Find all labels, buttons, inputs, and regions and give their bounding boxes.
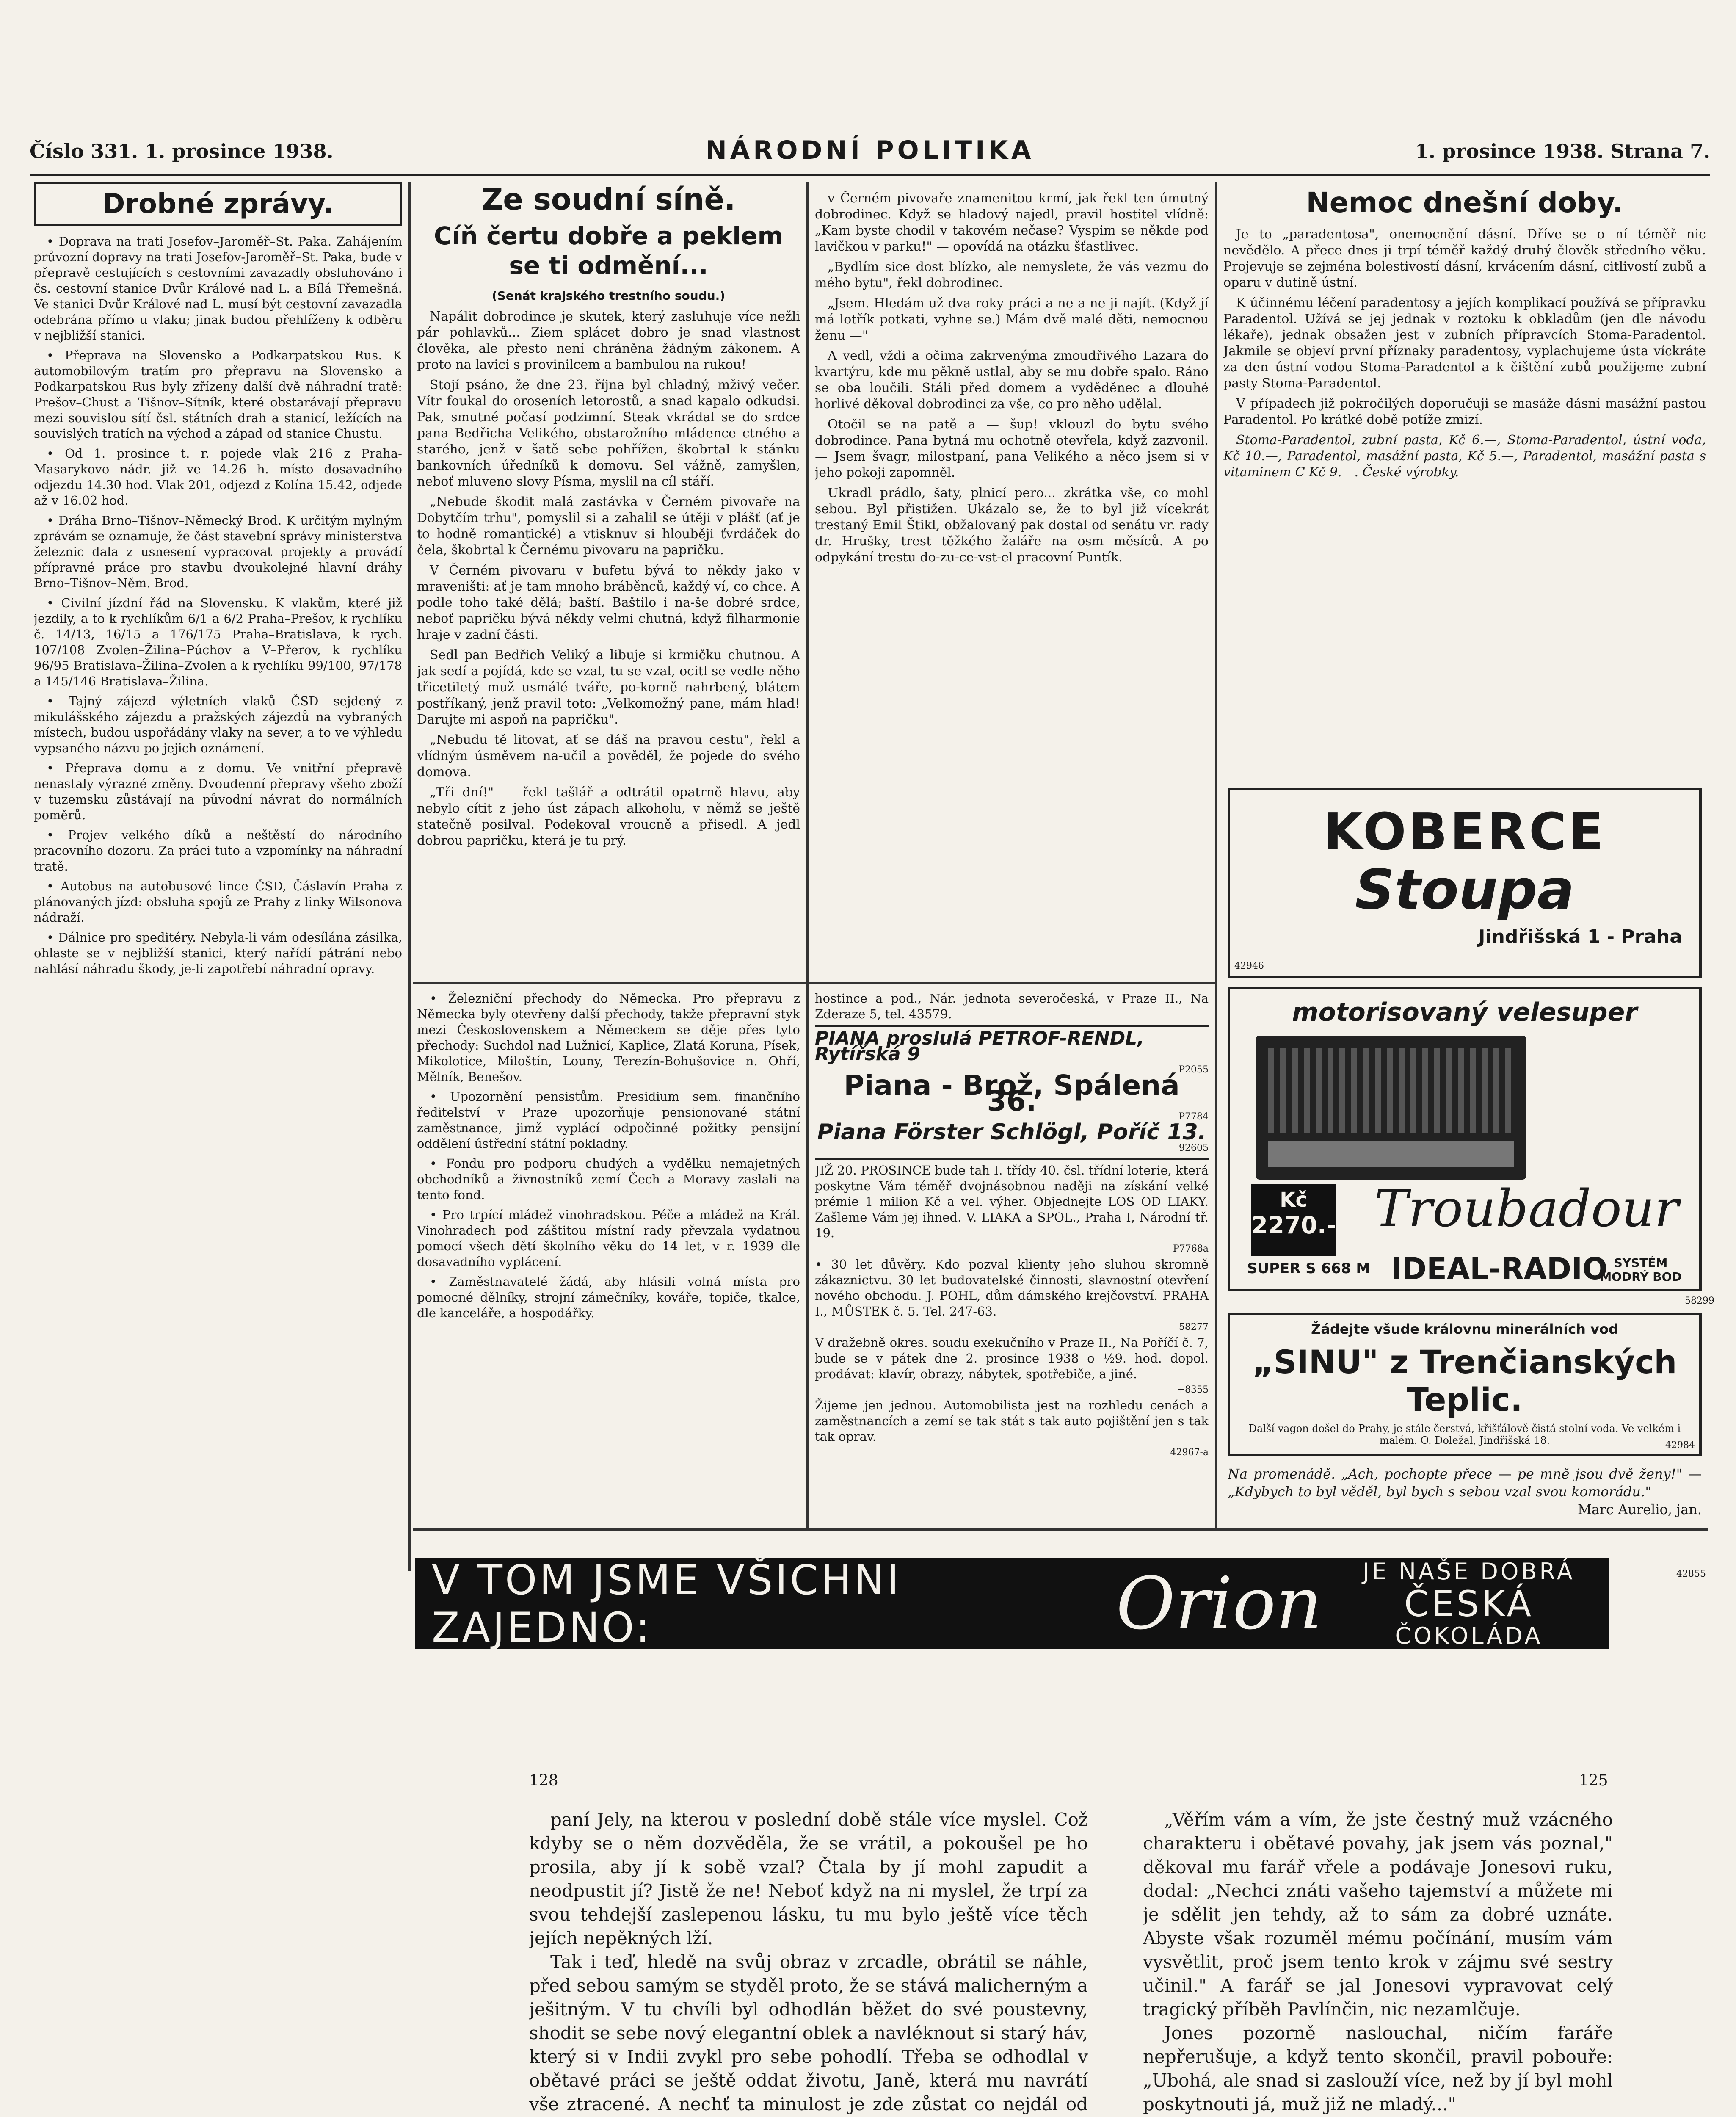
novel-page-left (529, 1808, 1088, 2117)
news-item: • Přeprava domu a z domu. Ve vnitřní přepravě nenastaly výrazné změny. Dvoudenní přepravy všeho zboží v tuzemsku zůstávají na původní návrat do normálních poměrů. (34, 761, 402, 822)
paragraph: „Nebudu tě litovat, ať se dáš na pravou cestu", řekl a vlídným úsměvem na-učil a pověděl, že pojede do svého domova. (417, 732, 800, 779)
column-nemoc (1223, 182, 1706, 773)
quote-author: Marc Aurelio, jan. (1577, 1501, 1702, 1517)
paragraph: v Černém pivovaře znamenitou krmí, jak řekl ten úmutný dobrodinec. Když se hladový najedl, pravil hostitel vlídně: „Kam byste chodil v takovém nečase? Vyspim se někde pod lavičkou v parku!" — opovídá na otázku šťastlivec. (815, 191, 1209, 254)
ad-piana-petrof: PIANA prosluIá PETROF-RENDL, Rytířská 9 (815, 1028, 1145, 1065)
ad-code: P7784 (1178, 1111, 1209, 1122)
ad-tagline: Žádejte všude královnu minerálních vod (1311, 1321, 1618, 1337)
column-rule (408, 182, 411, 1571)
paragraph: „Jsem. Hledám už dva roky práci a ne a ne ji najít. (Když jí má lotřík potkati, vyhne se.) Mám dvě malé děti, nemocnou ženu —" (815, 296, 1209, 343)
news-item: • Doprava na trati Josefov–Jaroměř–St. Paka. Zahájením průvozní dopravy na trati Josefov-Jaroměř–St. Paka, bude v přepravě cestujících s cestovními zavazadly obsluhováno i čs. cestovní stanice Dvůr Králové nad L. a Bílá Třemešná. Ve stanici Dvůr Králové nad L. musí být cestovní zavazadla odebrána přímo u vlaku; jinak budou přehlíženy k odběru v nejbližší stanici. (34, 234, 402, 343)
column-drobne-zpravy (34, 182, 402, 2117)
ad-piana-broz: Piana - Brož, Spálená 36. (844, 1069, 1180, 1117)
news-item: • Autobus na autobusové lince ČSD, Čáslavín–Praha z plánovaných jízd: obsluha spojů ze Prahy z linky Wilsonova nádraží. (34, 879, 402, 925)
ad-text: Další vagon došel do Prahy, je stále čerstvá, křišťálově čistá stolní voda. Ve velkém i malém. O. Doležal, Jindřišská 18. (1248, 1423, 1681, 1446)
news-item: • Upozornění pensistům. Presidium sem. finančního ředitelství v Praze upozorňuje pensionované státní zaměstnance, jimž vyplácí odpočinné požitky pensijní oddělení ústřední státní pokladny. (417, 1089, 800, 1151)
news-item: • Od 1. prosince t. r. pojede vlak 216 z Praha-Masarykovo nádr. již ve 14.26 h. místo dosavadního odjezdu 14.30 hod. Vlak 201, odjezd z Kolína 15.42, odjede až v 16.02 hod. (34, 446, 402, 508)
orion-logo: Orion (1116, 1561, 1322, 1646)
news-item: • Dálnice pro speditéry. Nebyla-li vám odesílána zásilka, ohlaste se v nejbližší stanici, který nařídí pátrání nebo nahlásí náhradu škody, je-li zapotřebí náhradní opravy. (34, 930, 402, 976)
paragraph: Tak i teď, hledě na svůj obraz v zrcadle, obrátil se náhle, před sebou samým se styděl proto, že se stává malicherným a ješitným. V tu chvíli byl odhodlán běžet do své poustevny, shodit se sebe nový elegantní oblek a navléknout si starý háv, který si v Indii zvykl pro sebe pohodlí. Třeba se odhodlal v obětavé práci se ještě oddat životu, Janě, která mu navrátí vše ztracené. A nechť ta minulost je zde zůstat co nejdál od (529, 1951, 1088, 2114)
column-soudni-sin-cont (815, 191, 1209, 974)
banner-line: JE NAŠE DOBRÁ (1363, 1558, 1575, 1585)
ad-text: Žijeme jen jednou. Automobilista jest na rozhledu cenách a zaměstnancích a zemí se tak stát s tak auto pojištění jen s tak tak oprav. (815, 1398, 1209, 1444)
article-text (417, 309, 800, 995)
ad-code: 42946 (1234, 961, 1264, 971)
article-text (1223, 227, 1706, 773)
ad-brand: Stoupa (1355, 857, 1575, 922)
paragraph: V případech již pokročilých doporučuji se masáže dásní masážní pastou Paradentol. Po krátké době potíže zmizí. (1223, 396, 1706, 427)
section-rule (413, 1528, 1708, 1531)
ad-code: 42855 (1676, 1569, 1706, 1579)
news-item: • Pro trpící mládež vinohradskou. Péče a mládež na Král. Vinohradech pod záštitou místní rady převzala vydatnou pomocí všech dětí školního věku do 14 let, v r. 1939 dle dosavadního vyplácení. (417, 1208, 800, 1269)
quote-text: Na promenádě. „Ach, pochopte přece — pe mně jsou dvě ženy!" — „Kdybych to byl věděl, byl bych s sebou vzal svou komorádu." (1228, 1466, 1702, 1500)
column-zpravy (417, 991, 800, 1524)
article-subtitle: (Senát krajského trestního soudu.) (491, 289, 726, 303)
price-box (1251, 1184, 1336, 1256)
paragraph: Ukradl prádlo, šaty, plnicí pero... zkrátka vše, co mohl sebou. Byl přistižen. Ukázalo se, že to byl již vícekrát trestaný Emil Štikl, obžalovaný pak dostal od senátu vr. rady dr. Hrušky, trest těžkého žaláře na osm měsíců. A po odpykání trestu do-zu-ce-vst-el pracovní Puntík. (815, 486, 1209, 565)
issue-number: Číslo 331. 1. prosince 1938. (30, 140, 334, 163)
price-value: 2270.- (1251, 1212, 1336, 1239)
news-item: • Fondu pro podporu chudých a vydělku nemajetných obchodníků a živnostníků zemí Čech a Moravy zaslali na tento fond. (417, 1156, 800, 1202)
paragraph: „Nebude škodit malá zastávka v Černém pivovaře na Dobytčím trhu", pomyslil si a zahalil se útěji v plášť (ať je to hodně romantické) a vtisknuv si hlouběji ťvrdáček do čela, škobrtal k Černému pivovaru na papričku. (417, 495, 800, 558)
ad-text: JIŽ 20. PROSINCE bude tah I. třídy 40. čsl. třídní loterie, která poskytne Vám téměř dvojnásobnou naději na získání velké prémie 1 milion Kč a vel. výher. Objednejte LOS OD LIAKY. Zašleme Vám jej ihned. V. LIAKA a SPOL., Praha I, Národní tř. 19. (815, 1163, 1209, 1240)
ad-text: hostince a pod., Nár. jednota severočeská, v Praze II., Na Zderaze 5, tel. 43579. (815, 991, 1209, 1021)
ad-headline: KOBERCE (1323, 803, 1606, 862)
paragraph: paní Jely, na kterou v poslední době stále více myslel. Což kdyby se o něm dozvěděla, že se vrátil, a pokoušel pe ho prosila, aby jí k sobě vzal? Čtala by jí mohl zapudit a neodpustit jí? Jistě že ne! Neboť když na ni myslel, že trpí za svou tehdejší zaslepenou lásku, tu mu bylo ještě více těch jejích nepěkných lží. (529, 1809, 1088, 1948)
paragraph: Stoma-Paradentol, zubní pasta, Kč 6.—, Stoma-Paradentol, ústní voda, Kč 10.—, Paradentol, masážní pasta, Kč 5.—, Paradentol, masážní pasta s vitaminem C Kč 9.—. České výrobky. (1223, 433, 1706, 480)
paragraph: „Tři dní!" — řekl tašlář a odtrátil opatrně hlavu, aby nebylo cítit z jeho úst zápach alkoholu, v němž se ještě statečně posilval. Podekoval vroucně a přisedl. A jedl dobrou papričku, která je tu prý. (417, 785, 800, 848)
banner-claim (1350, 1559, 1587, 1649)
orion-banner (415, 1558, 1609, 1649)
news-item: • Dráha Brno–Tišnov–Německý Brod. K určitým mylným zprávám se oznamuje, že část stavební správy ministerstva železnic dala z usnesení vypracovat projekty a provádí přípravné práce pro stavbu dvoukolejné hlavní dráhy Brno–Tišnov–Něm. Brod. (34, 513, 402, 590)
paragraph: Stojí psáno, že dne 23. října byl chladný, mživý večer. Vítr foukal do oroseních letorostů, a snad kapalo odkudsi. Pak, smutné počasí podzimní. Steak vkrádal se do srdce pana Bedřicha Velikého, obstarožního mládence ctného a starého, jenž v šatě sebe pohřížen, škobrtal k stánku bankovních úředníků k domovu. Sel vážně, zamyšlen, neboť mluveno slovy Písma, myslil na cíl stáří. (417, 378, 800, 489)
ad-sinu (1228, 1313, 1702, 1456)
radio-maker: IDEAL-RADIO (1391, 1252, 1608, 1286)
ad-koberce (1228, 788, 1702, 978)
page-date: 1. prosince 1938. Strana 7. (1415, 140, 1710, 163)
ad-code: +8355 (1177, 1385, 1209, 1395)
brand-script: Troubadour (1374, 1180, 1679, 1238)
radio-system: SYSTÉM MODRÝ BOD (1600, 1256, 1682, 1284)
ad-text: V dražebně okres. soudu exekučního v Praze II., Na Poříčí č. 7, bude se v pátek dne 2. prosince 1938 o ½9. hod. dopol. prodávat: klavír, obrazy, nábytek, spotřebiče, a jiné. (815, 1335, 1209, 1381)
paragraph: Jones pozorně naslouchal, ničím faráře nepřerušuje, a když tento skončil, pravil pobouře: „Ubohá, ale snad si zaslouží více, než by jí byl mohl poskytnouti já, muž již ne mladý..." (1143, 2023, 1613, 2114)
news-item: • Zaměstnavatelé žádá, aby hlásili volná místa pro pomocné dělníky, strojní zámečníky, kováře, topiče, tkalce, dle kanceláře, a hospodářky. (417, 1274, 800, 1320)
news-item: • Projev velkého díků a neštěstí do národního pracovního dozoru. Za práci tuto a vzpomínky na náhradní tratě. (34, 828, 402, 873)
radio-image (1256, 1036, 1526, 1180)
column-ads (815, 991, 1209, 1524)
novel-page-right (1143, 1808, 1613, 2117)
ad-code: P2055 (1178, 1064, 1209, 1075)
banner-line: ČESKÁ (1404, 1583, 1534, 1625)
news-item: • Civilní jízdní řád na Slovensku. K vlakům, které již jezdily, a to k rychlíkům 6/1 a 6/2 Praha–Prešov, k rychlíku č. 14/13, 16/15 a 176/175 Praha–Bratislava, k rych. 107/108 Zvolen–Žilina–Púchov a V–Přerov, k rychlíku 96/95 Bratislava–Žilina–Zvolen a k rychlíku 99/100, 97/178 a 145/146 Bratislava–Žilina. (34, 596, 402, 688)
paragraph: Je to „paradentosa", onemocnění dásní. Dříve se o ní téměř nic nevědělo. A přece dnes ji trpí téměř každý druhý člověk středního věku. Projevuje se zejména bolestivostí dásní, krvácením dásní, citlivostí zubů a oparu v dutině ústní. (1223, 227, 1706, 290)
banner-line: ČOKOLÁDA (1395, 1622, 1543, 1649)
paragraph: Napálit dobrodince je skutek, který zasluhuje více nežli pár pohlavků... Ziem splácet dobro je snad vlastnost člověka, ale přesto není chráněna žádným zákonem. A proto na lavici s provinilcem a bambulou na rukou! (417, 309, 800, 372)
column-text (34, 234, 402, 2117)
paragraph: Sedl pan Bedřich Veliký a libuje si krmičku chutnou. A jak sedí a pojídá, kde se vzal, tu se vzal, ocitl se vedle něho třicetiletý muž usmálé tváře, po-korně nahrbený, blátem postříkaný, jenž pravil toto: „Velkomožný pane, mám hlad! Darujte mi aspoň na papričku". (417, 648, 800, 727)
article-title: Cíň čertu dobře a peklem se ti odmění... (434, 221, 783, 280)
news-item: • Železniční přechody do Německa. Pro přepravu z Německa byly otevřeny další přechody, takže přepravní styk mezi Československem a Německem se děje přes tyto přechody: Suchdol nad Lužnicí, Kaplice, Zlatá Koruna, Písek, Mikolotice, Miloštín, Louny, Terezín-Bohušovice n. Ohří, Mělník, Benešov. (417, 991, 800, 1084)
ad-code: 58277 (1179, 1322, 1209, 1332)
ad-code: P7768a (1173, 1244, 1209, 1254)
radio-dial (1268, 1141, 1514, 1167)
ad-text: • 30 let důvěry. Kdo pozval klienty jeho sluhou skromně zákaznictvu. 30 let budovatelské činnosti, slavnostní otevření nového obchodu. J. POHL, dům dámského krejčovství. PRAHA I., MŮSTEK č. 5. Tel. 247-63. (815, 1257, 1209, 1318)
ad-code: 92605 (1179, 1143, 1209, 1153)
radio-model: SUPER S 668 M (1247, 1260, 1371, 1277)
column-soudni-sin (417, 182, 800, 995)
ad-headline: „SINU" z Trenčianských Teplic. (1252, 1343, 1677, 1418)
paragraph: „Věřím vám a vím, že jste čestný muž vzácného charakteru i obětavé povahy, jak jsem vás poznal," děkoval mu farář vřele a podávaje Jonesovi ruku, dodal: „Nechci znáti vašeho tajemství a můžete mi je sdělit jen tehdy, až to sám za dobré uznáte. Abyste však rozuměl mému počínání, musím vám vysvětlit, proč jsem tento krok v zájmu své sestry učinil." A farář se jal Jonesovi vypravovat celý tragický příběh Pavlínčin, nic nezamlčuje. (1143, 1809, 1613, 2020)
page-number-right: 125 (1579, 1772, 1608, 1789)
quote (1228, 1465, 1702, 1524)
article-title: Nemoc dnešní doby. (1306, 186, 1623, 219)
news-item: • Přeprava na Slovensko a Podkarpatskou Rus. K automobilovým tratím pro přepravu na Slovensko a Podkarpatskou Rus byly zřízeny další dvě náhradní tratě: Prešov–Chust a Tišnov–Sítník, které obstarávají přepravu mezi souvislou sítí čsl. státních drah a stanicí, ležících na souvislých tratích na východ a západ od stanice Chustu. (34, 348, 402, 441)
paragraph: „Bydlím sice dost blízko, ale nemyslete, že vás vezmu do mého bytu", řekl dobrodinec. (815, 260, 1209, 290)
masthead (30, 127, 1710, 176)
ad-code: 42967-a (1170, 1447, 1209, 1458)
ad-code: 58299 (1685, 1296, 1714, 1306)
ad-code: 42984 (1665, 1440, 1695, 1451)
paragraph: A vedl, vždi a očima zakrvenýma zmoudřivého Lazara do kvartýru, kde mu pěkně ustlal, aby se mu dobře spalo. Ráno se oba loučili. Stáli před domem a vyděděnec a dlouhé horlivé děkoval dobrodinci za vše, co pro něho udělal. (815, 348, 1209, 412)
article-text (815, 191, 1209, 974)
newspaper-title: NÁRODNÍ POLITIKA (705, 135, 1035, 165)
news-item: • Tajný zájezd výletních vlaků ČSD sejdený z mikulášského zájezdu a pražských zájezdů na vybraných místech, budou uspořádány vlaky na sever, a to ve výhledu vypsaného názvu po jejich oznámení. (34, 694, 402, 755)
ad-piana-forster: Piana Förster Schlögl, Poříč 13. (817, 1119, 1206, 1145)
page-number-left: 128 (529, 1772, 558, 1789)
price-label: Kč (1280, 1188, 1308, 1212)
section-title: Drobné zprávy. (34, 182, 402, 226)
column-rule (1215, 182, 1217, 1528)
section-title: Ze soudní síně. (481, 182, 736, 217)
banner-slogan: V TOM JSME VŠICHNI ZAJEDNO: (432, 1556, 902, 1651)
ad-tagline: motorisovaný velesuper (1292, 998, 1637, 1027)
paragraph: Otočil se na patě a — šup! vklouzl do bytu svého dobrodince. Pana bytná mu ochotně otevřela, když zazvonil. — Jsem švagr, milostpaní, pana Velikého a něco jsem si v jeho pokoji zapomněl. (815, 417, 1209, 480)
radio-grille (1268, 1048, 1514, 1133)
paragraph: V Černém pivovaru v bufetu bývá to někdy jako v mraveništi: ať je tam mnoho bráběnců, každý ví, co chce. A podle toho také dělá; baští. Baštilo i na-še dobré srdce, neboť papričku bývá někdy velmi chutná, když filharmonie hraje v zadní části. (417, 563, 800, 642)
column-rule (806, 182, 809, 1528)
ad-address: Jindřišská 1 - Praha (1478, 926, 1682, 948)
paragraph: K účinnému léčení paradentosy a jejích komplikací používá se přípravku Paradentol. Užívá se jej jednak v roztoku k obkladům (jen dle návodu lékaře), jednak obsažen jest v zubních přípravcích Stoma-Paradentol. Jakmile se objeví první příznaky paradentosy, vyplachujeme ústa víckráte za den ústní vodou Stoma-Paradentol a k čištění zubů použijeme zubní pasty Stoma-Paradentol. (1223, 296, 1706, 391)
ad-radio (1228, 987, 1702, 1291)
